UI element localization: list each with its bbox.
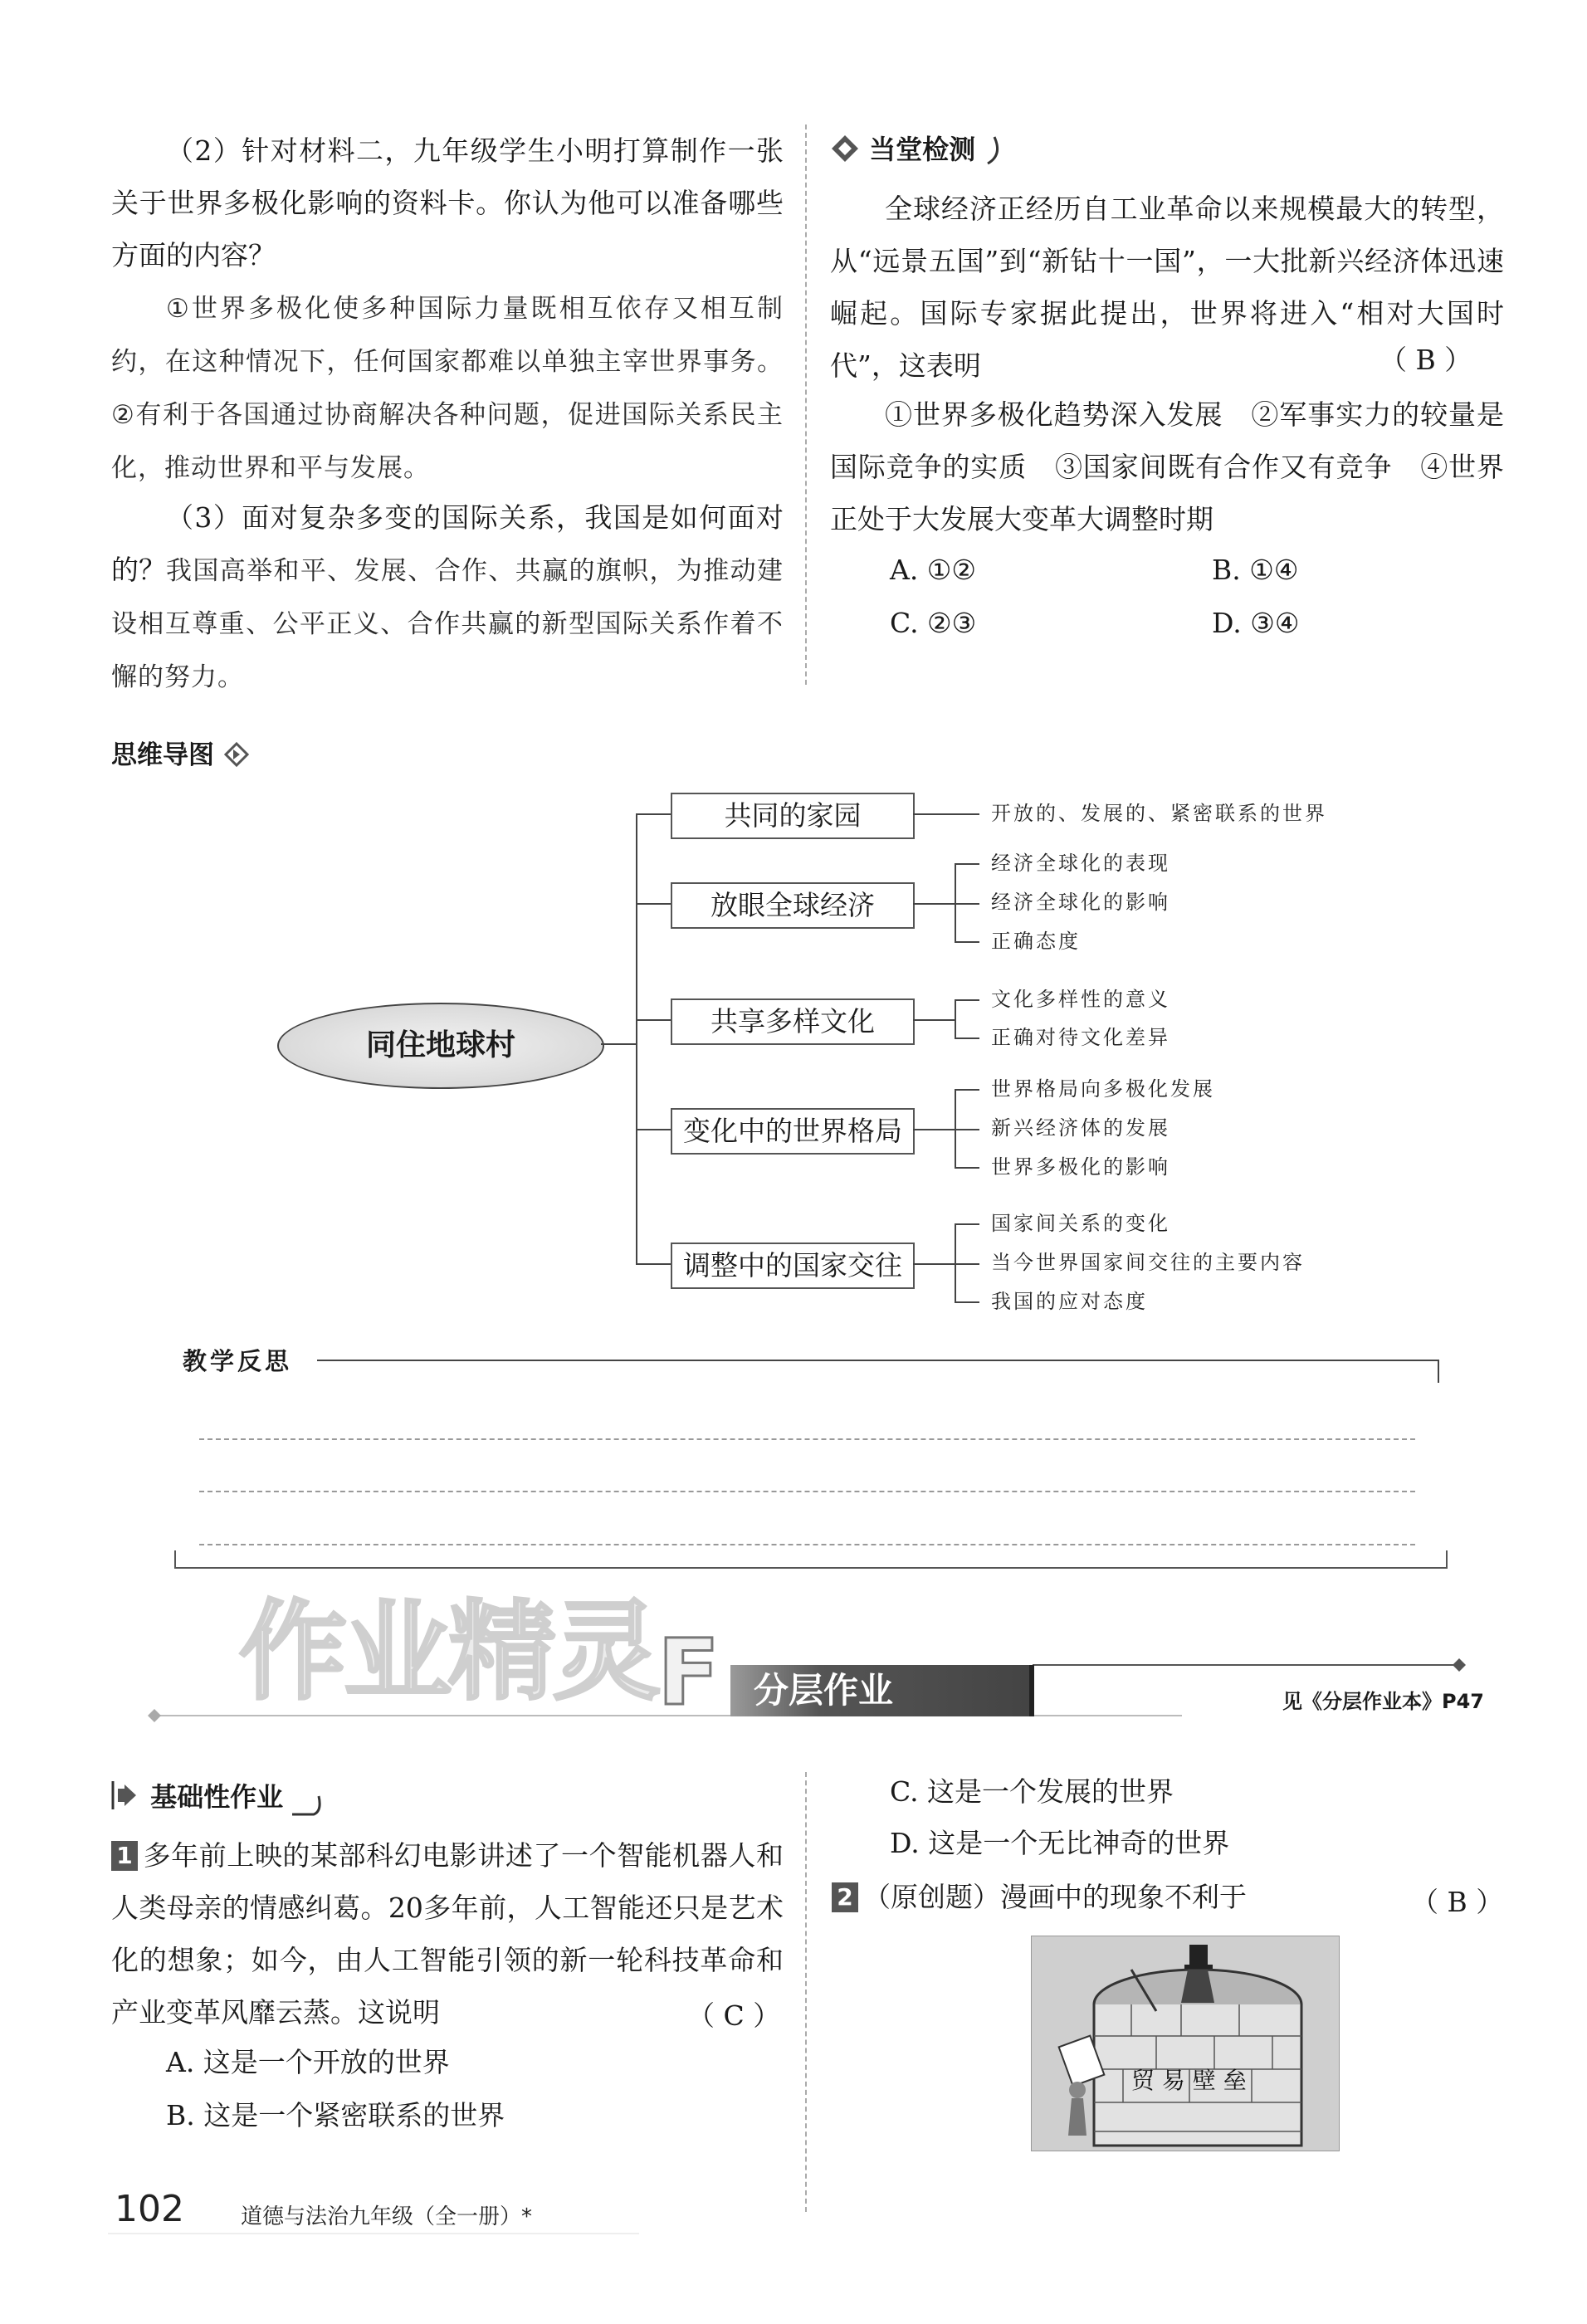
branch-connector (636, 813, 671, 815)
book-title: 道德与法治九年级（全一册）* (241, 2204, 533, 2229)
mindmap-leaf: 正确态度 (991, 930, 1081, 953)
arrow-diamond-icon (223, 741, 250, 768)
banner-rule-end-icon (1453, 1658, 1466, 1672)
leaf-tick (955, 1089, 979, 1091)
basic-q1-option-c: C. 这是一个发展的世界 (890, 1775, 1174, 1808)
write-line (199, 1544, 1415, 1545)
mindmap-spine (636, 813, 637, 1263)
leaf-tick (955, 999, 979, 1001)
question-number-badge: 1 (111, 1841, 138, 1871)
mindmap-title: 思维导图 (111, 740, 214, 770)
mindmap-branch-diverse-culture: 共享多样文化 (671, 998, 915, 1045)
answer-2: ①世界多极化使多种国际力量既相互依存又相互制约，在这种情况下，任何国家都难以单独主宰世界事务。②有利于各国通过协商解决各种问题，促进国际关系民主化，推动世界和平与发展。 (111, 294, 784, 483)
check-option-d: D. ③④ (1212, 607, 1300, 639)
basic-q1-option-a: A. 这是一个开放的世界 (166, 2046, 450, 2078)
basic-q2 (832, 1871, 1504, 1923)
branch-connector (636, 903, 671, 905)
column-divider-top (805, 124, 807, 685)
leaf-tick (955, 1038, 979, 1039)
leaf-connector (913, 1129, 955, 1130)
mindmap-branch-shared-home: 共同的家园 (671, 793, 915, 839)
basic-q2-text: （原创题）漫画中的现象不利于 (863, 1881, 1247, 1913)
mindmap-leaf: 开放的、发展的、紧密联系的世界 (991, 802, 1327, 825)
leaf-connector (913, 903, 955, 905)
check-option-c: C. ②③ (890, 607, 977, 639)
mindmap-leaf: 经济全球化的表现 (991, 852, 1170, 875)
mindmap-leaf: 经济全球化的影响 (991, 891, 1170, 914)
mindmap-branch-state-relations: 调整中的国家交往 (671, 1243, 915, 1289)
leaf-tick (955, 1129, 979, 1130)
write-line (199, 1491, 1415, 1492)
mindmap-leaf: 国家间关系的变化 (991, 1212, 1170, 1235)
basic-q2-answer: （ B ） (1411, 1886, 1504, 1918)
basic-q1-option-b: B. 这是一个紧密联系的世界 (166, 2099, 505, 2131)
question-3: （3）面对复杂多变的国际关系，我国是如何面对的？ (111, 501, 784, 586)
banner-title-box (730, 1665, 1034, 1716)
watermark: 作业精灵 (239, 1589, 658, 1715)
question-2: （2）针对材料二，九年级学生小明打算制作一张关于世界多极化影响的资料卡。你认为他可以准备哪些方面的内容？ (111, 134, 784, 271)
leaf-connector (913, 1263, 955, 1265)
leaf-connector (913, 813, 979, 815)
banner-letter: F (657, 1619, 720, 1726)
basic-header (108, 1776, 325, 1818)
branch-connector (636, 1263, 671, 1265)
banner-title: 分层作业 (754, 1670, 894, 1711)
leaf-tick (955, 1223, 979, 1225)
page-number: 102 (115, 2188, 184, 2230)
mindmap-leaf: 当今世界国家间交往的主要内容 (991, 1251, 1305, 1274)
cartoon-caption: 贸 易 壁 垒 (1131, 2067, 1247, 2094)
column-divider-bottom (805, 1772, 807, 2212)
mindmap-leaf: 世界多极化的影响 (991, 1155, 1170, 1179)
mindmap-leaf: 世界格局向多极化发展 (991, 1077, 1215, 1101)
cartoon-image (1032, 1936, 1339, 2151)
leaf-tick (955, 903, 979, 905)
banner-rule-right (1033, 1664, 1456, 1666)
banner-ref: 见《分层作业本》P47 (1282, 1690, 1484, 1713)
reflection-rule (317, 1360, 1439, 1361)
footer-rule (108, 2233, 639, 2234)
check-header (830, 129, 1009, 168)
mindmap-root-connector (601, 1043, 636, 1045)
answer-3: 我国高举和平、发展、合作、共赢的旗帜，为推动建设相互尊重、公平正义、合作共赢的新型国际关系作着不懈的努力。 (111, 556, 784, 692)
leaf-tick (955, 863, 979, 865)
write-line (199, 1438, 1415, 1440)
basic-q1-option-d: D. 这是一个无比神奇的世界 (890, 1827, 1230, 1859)
question-number-badge: 2 (832, 1882, 858, 1912)
basic-q1 (111, 1829, 784, 2038)
mindmap-branch-world-pattern: 变化中的世界格局 (671, 1108, 915, 1155)
basic-q1-answer: （ C ） (687, 1999, 781, 2032)
reflection-title: 教学反思 (183, 1347, 293, 1375)
check-answer: （ B ） (1379, 344, 1472, 376)
check-title: 当堂检测 (869, 134, 976, 165)
arrow-tab-icon (108, 1778, 141, 1813)
reflection-rule-end (1438, 1360, 1439, 1383)
header-underline-icon (292, 1793, 325, 1818)
diamond-icon (830, 134, 860, 164)
branch-connector (636, 1019, 671, 1021)
mindmap-leaf: 新兴经济体的发展 (991, 1116, 1170, 1140)
leaf-tick (955, 941, 979, 943)
mindmap-leaf: 我国的应对态度 (991, 1290, 1148, 1313)
mindmap-leaf: 正确对待文化差异 (991, 1026, 1170, 1049)
mindmap-header (111, 734, 250, 771)
header-curl-icon (984, 134, 1009, 167)
basic-title: 基础性作业 (150, 1781, 284, 1813)
check-stem: 全球经济正经历自工业革命以来规模最大的转型，从“远景五国”到“新钻十一国”，一大批新兴经济体迅速崛起。国际专家据此提出，世界将进入“相对大国时代”，这表明 (830, 193, 1504, 382)
mindmap-root (277, 1003, 604, 1089)
leaf-tick (955, 1263, 979, 1265)
mindmap-branch-global-economy: 放眼全球经济 (671, 882, 915, 929)
check-statements: ①世界多极化趋势深入发展 ②军事实力的较量是国际竞争的实质 ③国家间既有合作又有竞争 ④世界正处于大发展大变革大调整时期 (830, 398, 1504, 535)
leaf-tick (955, 1301, 979, 1303)
cartoon-trade-barrier (1031, 1936, 1340, 2151)
leaf-bracket (955, 999, 956, 1039)
leaf-connector (913, 1019, 955, 1021)
check-option-a: A. ①② (890, 554, 976, 586)
banner-rule-start-icon (148, 1709, 161, 1722)
leaf-tick (955, 1167, 979, 1169)
basic-q1-text: 多年前上映的某部科幻电影讲述了一个智能机器人和人类母亲的情感纠葛。20多年前，人工智能还只是艺术化的想象；如今，由人工智能引领的新一轮科技革命和产业变革风靡云蒸。这说明 (111, 1839, 784, 2029)
mindmap-leaf: 文化多样性的意义 (991, 988, 1170, 1011)
mindmap-root-label: 同住地球村 (365, 1028, 515, 1062)
branch-connector (636, 1129, 671, 1130)
check-option-b: B. ①④ (1212, 554, 1299, 586)
